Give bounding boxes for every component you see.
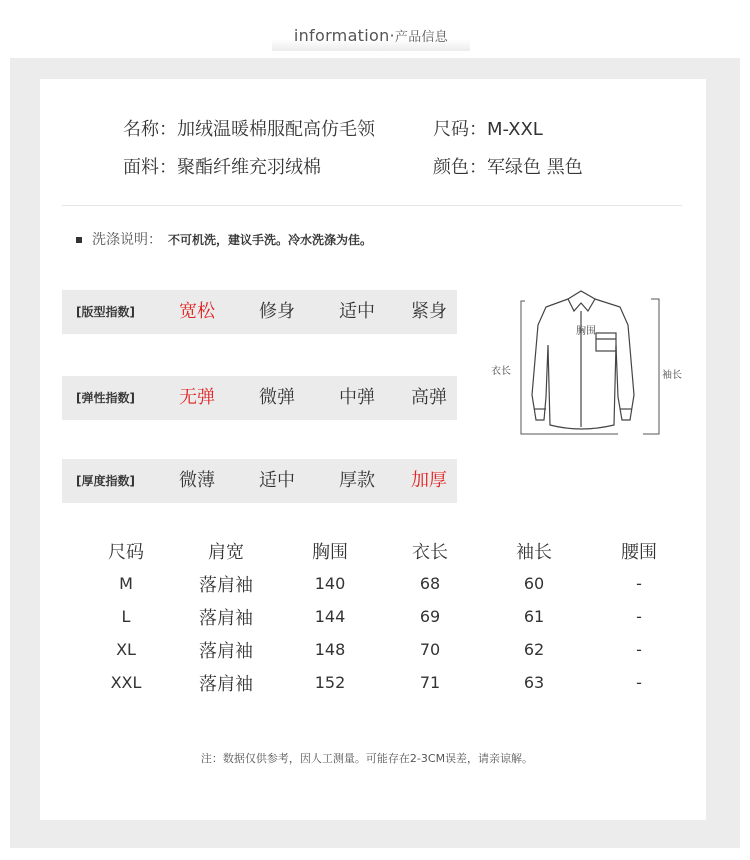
diagram-length-label: 衣长 (491, 366, 511, 377)
index-bar-thickness (62, 459, 457, 503)
index-option: 紧身 (411, 301, 447, 322)
table-cell: 62 (523, 640, 545, 659)
table-cell: 61 (523, 607, 545, 626)
table-cell: 152 (314, 673, 346, 692)
table-cell: 144 (314, 607, 346, 626)
index-label: [厚度指数] (76, 474, 135, 488)
size-value: M-XXL (487, 119, 543, 140)
index-option: 高弹 (411, 387, 447, 408)
table-row (80, 600, 690, 633)
table-header-row (80, 535, 690, 567)
index-label: [弹性指数] (76, 391, 135, 405)
index-option: 宽松 (179, 301, 215, 322)
size-row (433, 115, 543, 141)
table-cell: 落肩袖 (199, 673, 253, 695)
wash-title: 洗涤说明： (92, 232, 162, 248)
page-title (272, 26, 470, 45)
table-cell: 68 (419, 574, 441, 593)
wash-text: 不可机洗，建议手洗。冷水洗涤为佳。 (168, 233, 373, 247)
color-row (433, 153, 583, 179)
index-option: 无弹 (179, 387, 215, 408)
diagram-chest-label: 胸围 (576, 326, 596, 337)
table-row (80, 633, 690, 666)
table-cell: 69 (419, 607, 441, 626)
table-cell: 140 (314, 574, 346, 593)
wash-instructions (76, 229, 372, 249)
fabric-row (123, 153, 321, 179)
jacket-diagram-icon (488, 285, 678, 445)
size-table (80, 535, 690, 699)
table-cell: 落肩袖 (199, 640, 253, 662)
table-cell: - (636, 673, 642, 692)
table-header: 衣长 (412, 542, 448, 563)
table-cell: 63 (523, 673, 545, 692)
index-option: 适中 (259, 470, 295, 491)
table-cell: 落肩袖 (199, 574, 253, 596)
table-header: 袖长 (516, 542, 552, 563)
color-value: 军绿色 黑色 (487, 157, 583, 178)
index-option: 厚款 (339, 470, 375, 491)
index-option: 适中 (339, 301, 375, 322)
name-row (123, 115, 375, 141)
index-option: 微弹 (259, 387, 295, 408)
index-bar-fit (62, 290, 457, 334)
table-row (80, 666, 690, 699)
footnote: 注：数据仅供参考，因人工测量。可能存在2-3CM误差，请亲谅解。 (200, 752, 534, 765)
table-cell: M (119, 574, 133, 593)
table-cell: XL (116, 640, 136, 659)
index-option: 中弹 (339, 387, 375, 408)
table-cell: 71 (419, 673, 441, 692)
table-header: 腰围 (621, 542, 657, 563)
table-header: 尺码 (108, 542, 144, 563)
table-cell: - (636, 574, 642, 593)
table-cell: 落肩袖 (199, 607, 253, 629)
fabric-value: 聚酯纤维充羽绒棉 (177, 157, 321, 178)
table-cell: XXL (110, 673, 142, 692)
color-label: 颜色： (433, 157, 487, 178)
table-cell: 60 (523, 574, 545, 593)
table-cell: L (121, 607, 131, 626)
divider (62, 205, 682, 206)
index-option: 微薄 (179, 470, 215, 491)
table-cell: - (636, 607, 642, 626)
name-label: 名称： (123, 119, 177, 140)
index-bar-elasticity (62, 376, 457, 420)
title-en: information· (293, 26, 395, 45)
index-option: 加厚 (411, 470, 447, 491)
diagram-sleeve-label: 袖长 (662, 370, 682, 381)
index-label: [版型指数] (76, 305, 135, 319)
table-cell: 148 (314, 640, 346, 659)
name-value: 加绒温暖棉服配高仿毛领 (177, 119, 375, 140)
table-header: 胸围 (312, 542, 348, 563)
fabric-label: 面料： (123, 157, 177, 178)
content-panel (40, 79, 706, 820)
size-label: 尺码： (433, 119, 487, 140)
bullet-icon (76, 237, 82, 243)
index-option: 修身 (259, 301, 295, 322)
table-row (80, 567, 690, 600)
table-cell: - (636, 640, 642, 659)
table-header: 肩宽 (208, 542, 244, 563)
table-cell: 70 (419, 640, 441, 659)
title-cn: 产品信息 (394, 30, 449, 45)
